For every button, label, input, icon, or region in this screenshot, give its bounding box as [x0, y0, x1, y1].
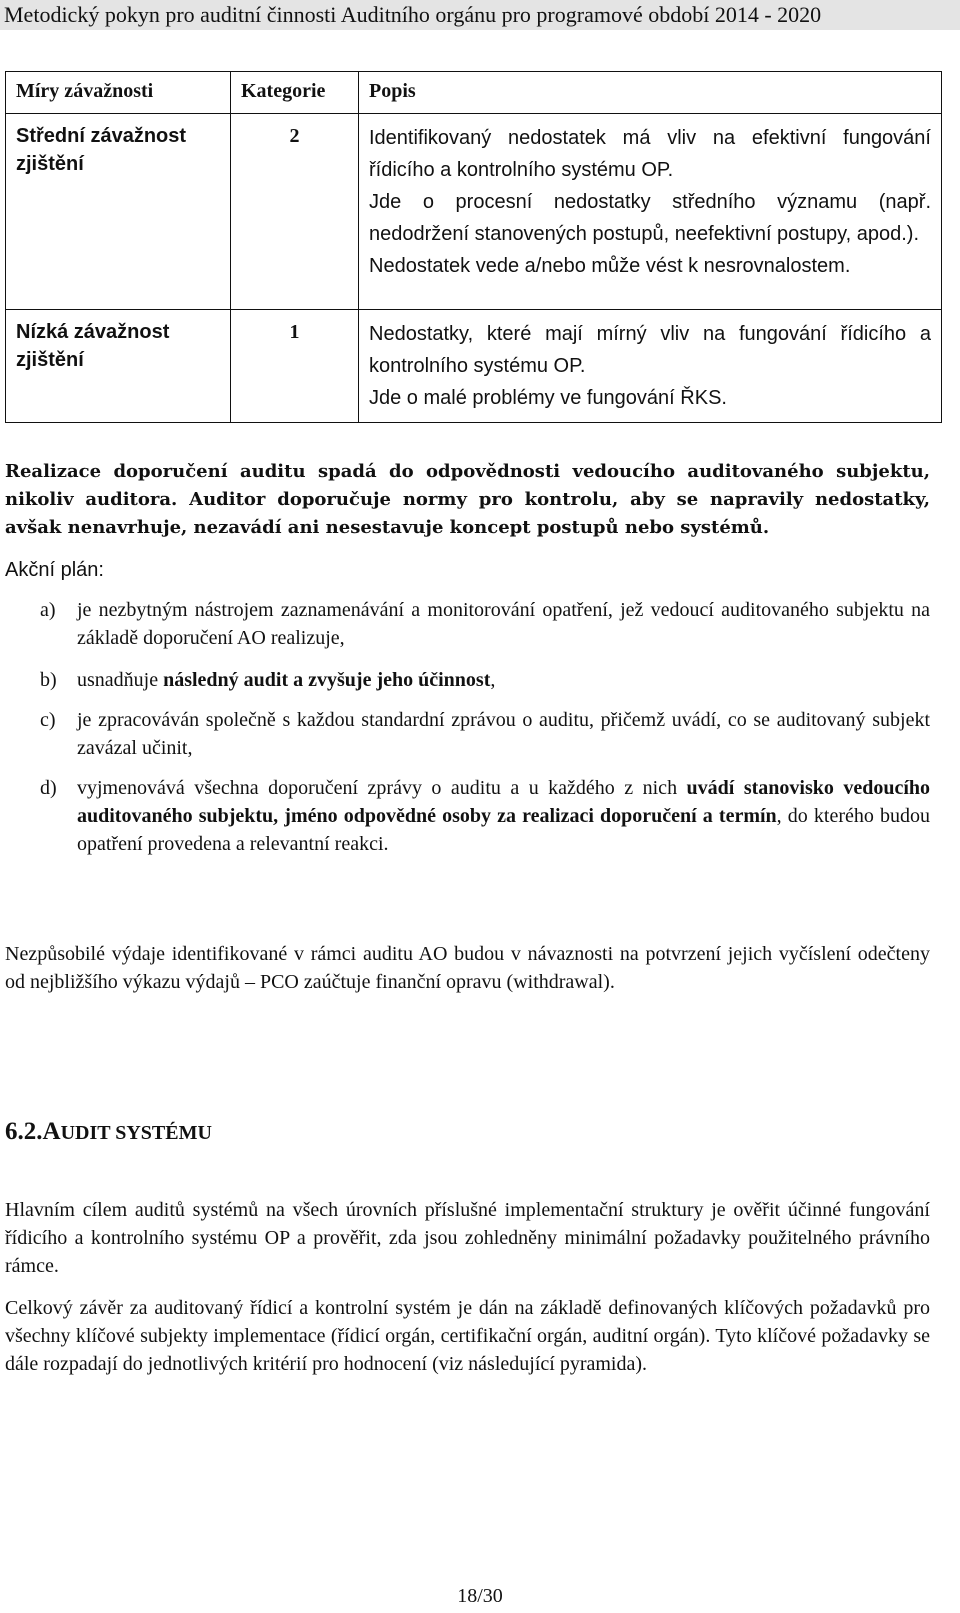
list-item-text: je nezbytným nástrojem zaznamenávání a monitorování opatření, jež vedoucí auditovaného subjektu na základě doporučení AO realizuje, — [77, 599, 930, 649]
list-item — [40, 596, 930, 652]
severity-level: Střední závažnost zjištění — [6, 114, 231, 310]
system-conclusion-paragraph: Celkový závěr za auditovaný řídicí a kontrolní systém je dán na základě definovaných klíčových požadavků pro všechny klíčové subjekty implementace (řídicí orgán, certifikační orgán, auditní orgán). Tyto klíčové požadavky se dále rozpadají do jednotlivých kritérií pro hodnocení (viz následující pyramida). — [5, 1297, 930, 1375]
action-plan-label: Akční plán: — [5, 559, 104, 581]
withdrawal-paragraph: Nezpůsobilé výdaje identifikované v rámci auditu AO budou v návaznosti na potvrzení jejich vyčíslení odečteny od nejbližšího výkazu výdajů – PCO zaúčtuje finanční opravu (withdrawal). — [5, 943, 930, 993]
page-header: Metodický pokyn pro auditní činnosti Auditního orgánu pro programové období 2014 - 2020 — [0, 0, 960, 30]
table-row — [6, 310, 942, 423]
page-number: 18/30 — [457, 1585, 503, 1607]
severity-description — [359, 310, 942, 423]
list-item — [40, 706, 930, 762]
severity-category: 1 — [231, 310, 359, 423]
list-item-text: usnadňuje následný audit a zvyšuje jeho účinnost, — [77, 669, 496, 691]
list-item-text: je zpracováván společně s každou standardní zprávou o auditu, přičemž uvádí, co se auditovaný subjekt zavázal učinit, — [77, 709, 930, 759]
description-line: Jde o procesní nedostatky středního významu (např. nedodržení stanovených postupů, neefektivní postupy, apod.). — [369, 191, 931, 245]
table-row — [6, 114, 942, 310]
emphasis: uvádí stanovisko vedoucího auditovaného subjektu, jméno odpovědné osoby za realizaci doporučení a termín — [77, 777, 931, 827]
list-marker: c) — [40, 709, 56, 731]
list-marker: d) — [40, 777, 57, 799]
description-line: Jde o malé problémy ve fungování ŘKS. — [369, 387, 727, 409]
description-line: Nedostatky, které mají mírný vliv na fungování řídicího a kontrolního systému OP. — [369, 323, 931, 377]
severity-level: Nízká závažnost zjištění — [6, 310, 231, 423]
section-number: 6.2. — [5, 1118, 43, 1145]
column-header: Popis — [359, 72, 942, 114]
emphasis: následný audit a zvyšuje jeho účinnost — [163, 669, 491, 691]
table-header-row — [6, 72, 942, 114]
severity-table — [5, 71, 942, 423]
list-item-text: vyjmenovává všechna doporučení zprávy o auditu a u každého z nich uvádí stanovisko vedoucího auditovaného subjektu, jméno odpovědné osoby za realizaci doporučení a termín, do kterého budou opatření provedena a relevantní reakci. — [77, 777, 931, 855]
list-item — [40, 666, 930, 694]
severity-description — [359, 114, 942, 310]
list-item — [40, 774, 930, 858]
severity-category: 2 — [231, 114, 359, 310]
list-marker: a) — [40, 599, 56, 621]
section-heading: 6.2.AUDIT SYSTÉMU — [5, 1118, 212, 1145]
description-line: Identifikovaný nedostatek má vliv na efektivní fungování řídicího a kontrolního systému OP. — [369, 127, 931, 181]
recommendation-responsibility-paragraph: Realizace doporučení auditu spadá do odpovědnosti vedoucího auditovaného subjektu, nikoliv auditora. Auditor doporučuje normy pro kontrolu, aby se napravily nedostatky, avšak nenavrhuje, nezavádí ani nesestavuje koncept postupů nebo systémů. — [5, 461, 930, 538]
list-marker: b) — [40, 669, 57, 691]
column-header: Míry závažnosti — [6, 72, 231, 114]
description-line: Nedostatek vede a/nebo může vést k nesrovnalostem. — [369, 255, 851, 277]
column-header: Kategorie — [231, 72, 359, 114]
system-audit-paragraph: Hlavním cílem auditů systémů na všech úrovních příslušné implementační struktury je ověřit účinné fungování řídicího a kontrolního systému OP a prověřit, zda jsou zohledněny minimální požadavky použitelného právního rámce. — [5, 1199, 930, 1277]
